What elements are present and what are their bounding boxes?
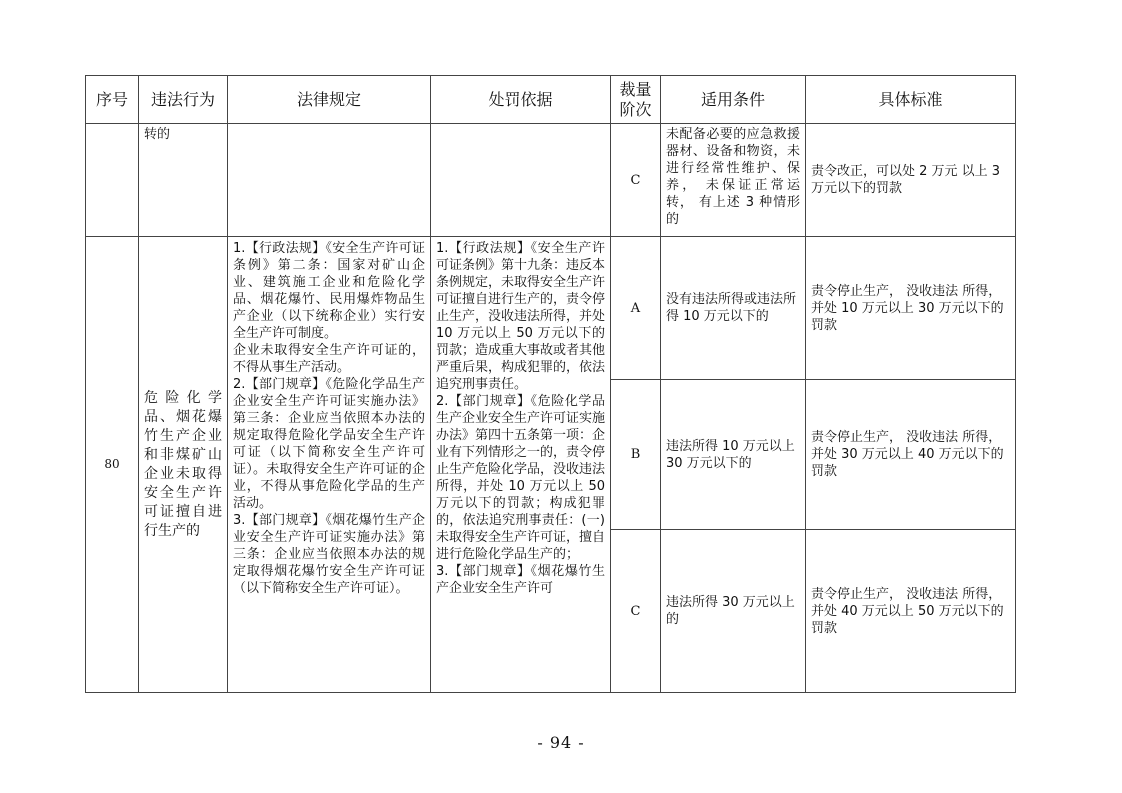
row80-grade-c: C <box>611 530 661 693</box>
row80-law-cell: 1.【行政法规】《安全生产许可证条例》第二条：国家对矿山企业、建筑施工企业和危险化学品、烟花爆竹、民用爆炸物品生产企业（以下统称企业）实行安全生产许可制度。 企业未取得安全生产许可证的，不得从事生产活动。 2.【部门规章】《危险化学品生产企业安全生产许可证实施办法》第三条：企业应当依照本办法的规定取得危险化学品安全生产许可证（以下简称安全生产许可证）。未取得安全生产许可证的企业，不得从事危险化学品的生产活动。 3.【部门规章】《烟花爆竹生产企业安全生产许可证实施办法》第三条：企业应当依照本办法的规定取得烟花爆竹安全生产许可证（以下简称安全生产许可证）。 <box>228 237 431 693</box>
cont-number-cell <box>86 124 139 237</box>
row80-grade-a: A <box>611 237 661 380</box>
cont-condition-cell: 未配备必要的应急救援器材、设备和物资，未进行经常性维护、保养， 未保证正常运转， 有上述 3 种情形的 <box>661 124 806 237</box>
header-row <box>86 76 1016 124</box>
header-behavior: 违法行为 <box>139 76 228 124</box>
header-number: 序号 <box>86 76 139 124</box>
cont-behavior-cell: 转的 <box>139 124 228 237</box>
row80-number-cell: 80 <box>86 237 139 693</box>
penalty-table <box>85 75 1016 693</box>
table-row-continued <box>86 124 1016 237</box>
row80-grade-b: B <box>611 380 661 530</box>
row80-condition-c: 违法所得 30 万元以上的 <box>661 530 806 693</box>
header-basis: 处罚依据 <box>431 76 611 124</box>
header-condition: 适用条件 <box>661 76 806 124</box>
page-number: - 94 - <box>537 733 585 752</box>
row80-condition-b: 违法所得 10 万元以上 30 万元以下的 <box>661 380 806 530</box>
cont-basis-cell <box>431 124 611 237</box>
row80-standard-c: 责令停止生产， 没收违法 所得， 并处 40 万元以上 50 万元以下的罚款 <box>806 530 1016 693</box>
header-standard: 具体标准 <box>806 76 1016 124</box>
cont-grade-cell: C <box>611 124 661 237</box>
cont-standard-cell: 责令改正，可以处 2 万元 以上 3 万元以下的罚款 <box>806 124 1016 237</box>
row80-standard-b: 责令停止生产， 没收违法 所得， 并处 30 万元以上 40 万元以下的罚款 <box>806 380 1016 530</box>
row80-basis-cell: 1.【行政法规】《安全生产许可证条例》第十九条：违反本条例规定，未取得安全生产许可证擅自进行生产的，责令停止生产，没收违法所得，并处 10 万元以上 50 万元以下的罚款；造成重大事故或者其他严重后果，构成犯罪的，依法追究刑事责任。 2.【部门规章】《危险化学品生产企业安全生产许可证实施办法》第四十五条第一项：企业有下列情形之一的，责令停止生产危险化学品，没收违法所得，并处 10 万元以上 50 万元以下的罚款；构成犯罪的，依法追究刑事责任：(一) 未取得安全生产许可证，擅自进行危险化学品生产的； 3.【部门规章】《烟花爆竹生产企业安全生产许可 <box>431 237 611 693</box>
row80-behavior-cell: 危险化学品、烟花爆竹生产企业和非煤矿山企业未取得安全生产许可证擅自进行生产的 <box>139 237 228 693</box>
row80-condition-a: 没有违法所得或违法所得 10 万元以下的 <box>661 237 806 380</box>
row80-standard-a: 责令停止生产， 没收违法 所得， 并处 10 万元以上 30 万元以下的罚款 <box>806 237 1016 380</box>
header-law: 法律规定 <box>228 76 431 124</box>
cont-law-cell <box>228 124 431 237</box>
table-row-80-tier-a <box>86 237 1016 380</box>
header-grade: 裁量阶次 <box>611 76 661 124</box>
